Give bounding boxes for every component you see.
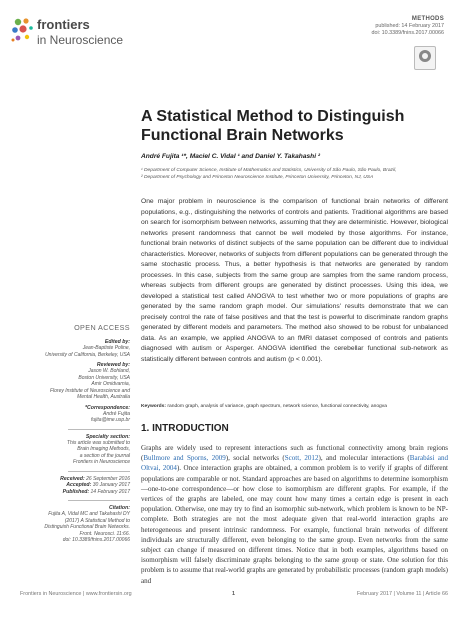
reviewer-line: Florey Institute of Neuroscience and: [49, 387, 130, 394]
affiliation-2: ² Department of Psychology and Princeton Neuroscience Institute, Princeton University, Princeton, NJ, USA: [141, 175, 374, 180]
correspondence-label: *Correspondence:: [85, 404, 130, 411]
specialty-line: Frontiers in Neuroscience: [73, 459, 130, 465]
editor-name: Jean-Baptiste Poline,: [82, 345, 130, 351]
published-label: Published:: [62, 488, 90, 495]
divider: [68, 429, 130, 430]
editor-affiliation: University of California, Berkeley, USA: [45, 351, 130, 358]
frontiers-flower-icon: [10, 16, 38, 46]
specialty-label: Specialty section:: [85, 433, 130, 440]
article-type: METHODS: [411, 16, 444, 22]
published-date: published: 14 February 2017: [375, 23, 444, 29]
correspondence-email[interactable]: fujita@ime.usp.br: [91, 417, 130, 423]
divider: [68, 471, 130, 472]
open-access-label: OPEN ACCESS: [74, 323, 130, 332]
article-meta: [371, 16, 444, 37]
citation-link[interactable]: Barabási and Oltvai, 2004: [141, 454, 449, 473]
section-heading-introduction: 1. INTRODUCTION: [141, 423, 229, 434]
affiliations: [141, 167, 461, 181]
reviewer-line: Boston University, USA: [78, 374, 130, 381]
corresponding-author: André Fujita: [103, 410, 130, 417]
citation-doi[interactable]: doi: 10.3389/fnins.2017.00066: [62, 537, 130, 543]
article-info-sidebar: [20, 339, 130, 544]
specialty-line: a section of the journal: [79, 452, 130, 459]
keywords-list: random graph, analysis of variance, graph spectrum, network science, functional connectivity, anogva: [167, 404, 387, 409]
abstract: One major problem in neuroscience is the comparison of functional brain networks of different populations, e.g., distinguishing the networks of controls and patients. Traditional algorithms are based on search for isomorphism between networks, assuming that they are deterministic. However, biological networks present randomness that cannot be well modeled by those algorithms. For instance, functional brain networks of distinct subjects of the same population can be different due to individual characteristics. Moreover, networks of subjects from different populations can be generated through the same stochastic process. Thus, a better hypothesis is that networks are generated by random processes. In this case, subjects from the same group are samples from the same random process, whereas subjects from different groups are generated by distinct processes. Using this idea, we developed a statistical test called ANOGVA to test whether two or more populations of graphs are generated by the same random graph model. Our simulations' results demonstrate that we can precisely control the rate of false positives and that the test is powerful to discriminate random graphs generated by different models and parameters. The method also showed to be robust for unbalanced data. As an example, we applied ANOGVA to an fMRI dataset composed of controls and patients diagnosed with autism or Asperger. ANOGVA identified the cerebellar functional sub-network as statistically different between controls and autism (p < 0.001).: [141, 198, 448, 363]
citation-line: Front. Neurosci. 11:66.: [79, 530, 130, 537]
citation-label: Citation:: [108, 505, 130, 511]
footer-issue: February 2017 | Volume 11 | Article 66: [356, 591, 448, 597]
author-list: André Fujita ¹*, Maciel C. Vidal ¹ and Daniel Y. Takahashi ²: [141, 153, 321, 160]
specialty-line: Brain Imaging Methods,: [77, 446, 130, 452]
published-date-sidebar: [20, 489, 130, 496]
intro-text: ), and molecular interactions (: [318, 454, 410, 463]
journal-name: in Neuroscience: [37, 33, 124, 47]
edited-by-label: Edited by:: [104, 339, 130, 345]
received-value: 26 September 2016: [86, 475, 130, 482]
accepted-label: Accepted:: [66, 482, 92, 488]
page-number: 1: [232, 591, 235, 597]
article-title: A Statistical Method to Distinguish Functional Brain Networks: [141, 108, 405, 144]
affiliation-1: ¹ Department of Computer Science, Institute of Mathematics and Statistics, University of São Paulo, São Paulo, Brazil,: [141, 168, 397, 173]
intro-text: Graphs are widely used to represent interactions such as functional connectivity among brain regions (: [141, 444, 448, 463]
published-value: 14 February 2017: [90, 488, 130, 495]
reviewed-by-label: Reviewed by:: [96, 362, 130, 368]
citation-line: (2017) A Statistical Method to: [64, 517, 130, 524]
doi[interactable]: doi: 10.3389/fnins.2017.00066: [371, 30, 444, 36]
citation-line: Distinguish Functional Brain Networks.: [44, 524, 130, 530]
specialty-line: This article was submitted to: [66, 439, 130, 446]
reviewer-line: Jason W. Bohland,: [88, 368, 130, 374]
journal-logo[interactable]: [10, 16, 130, 52]
introduction-paragraph: [141, 443, 448, 586]
intro-text: ), social networks (: [225, 454, 285, 463]
divider: [68, 500, 130, 501]
intro-text: ). Once interaction graphs are obtained, a common problem is to verify if graphs of different populations are comparable or not. Standard approaches are based on algorithms to determine isomorphism—one-to-one correspondence—or how close to isomorphism are different graphs. For example, if the vertices of the graphs are labeled, one may count how many times a certain edge is present in each population. Otherwise, one may try to find an isomorphic sub-network, which problem is known to be NP-complete. Both strategies are not the most adequate given that real-world interaction graphs are heterogeneous and present intrinsic randomness. For example, functional brain networks of different individuals are structurally different, even belonging to the same group. Even networks from the same subject can change if measured on different times. Notice that in both examples, algorithms based on isomorphism will falsely discriminate graphs belonging to the same group or state. One solution for this problem is to assume that real-world graphs are generated by probabilistic processes (random graph models) and: [141, 464, 448, 585]
accepted-value: 30 January 2017: [92, 482, 130, 488]
reviewer-line: Mental Health, Australia: [77, 394, 130, 400]
brand-name: frontiers: [37, 17, 90, 32]
footer-journal[interactable]: Frontiers in Neuroscience | www.frontiersin.org: [20, 591, 132, 597]
reviewer-line: Amir Omidvarnia,: [91, 381, 130, 387]
citation-line: Fujita A, Vidal MC and Takahashi DY: [48, 511, 130, 517]
received-label: Received:: [60, 475, 85, 482]
citation-link[interactable]: Bullmore and Sporns, 2009: [143, 454, 226, 463]
citation-link[interactable]: Scott, 2012: [284, 454, 319, 463]
keywords: [141, 404, 448, 411]
keywords-label: Keywords:: [141, 404, 167, 409]
check-for-updates-icon[interactable]: [414, 46, 436, 70]
